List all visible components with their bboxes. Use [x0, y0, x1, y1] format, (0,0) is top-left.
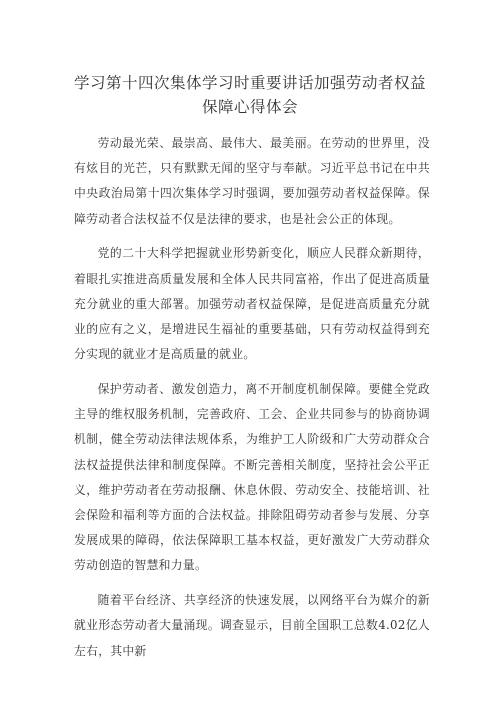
paragraph-2: 党的二十大科学把握就业形势新变化，顺应人民群众新期待，着眼扎实推进高质量发展和全体人民共同富裕，作出了促进高质量充分就业的重大部署。加强劳动者权益保障，是促进高质量充分就业的应有之义，是增进民生福祉的重要基础，只有劳动权益得到充分实现的就业才是高质量的就业。 [74, 246, 430, 362]
document-title-line-1: 学习第十四次集体学习时重要讲话加强劳动者权益 [73, 74, 426, 92]
document-body [74, 131, 430, 673]
paragraph-1: 劳动最光荣、最崇高、最伟大、最美丽。在劳动的世界里，没有炫目的光芒，只有默默无闻的坚守与奉献。习近平总书记在中共中央政治局第十四次集体学习时强调，要加强劳动者权益保障。保障劳动者合法权益不仅是法律的要求，也是社会公正的体现。 [74, 136, 430, 226]
document-title-line-2: 保障心得体会 [201, 98, 298, 116]
paragraph-4: 随着平台经济、共享经济的快速发展，以网络平台为媒介的新就业形态劳动者大量涌现。调查显示，目前全国职工总数4.02亿人左右，其中新 [74, 593, 430, 658]
paragraph-3: 保护劳动者、激发创造力，离不开制度机制保障。要健全党政主导的维权服务机制，完善政府、工会、企业共同参与的协商协调机制，健全劳动法律法规体系，为维护工人阶级和广大劳动群众合法权益提供法律和制度保障。不断完善相关制度，坚持社会公平正义，维护劳动者在劳动报酬、休息休假、劳动安全、技能培训、社会保险和福利等方面的合法权益。排除阻碍劳动者参与发展、分享发展成果的障碍，依法保障职工基本权益，更好激发广大劳动群众劳动创造的智慧和力量。 [74, 382, 430, 573]
